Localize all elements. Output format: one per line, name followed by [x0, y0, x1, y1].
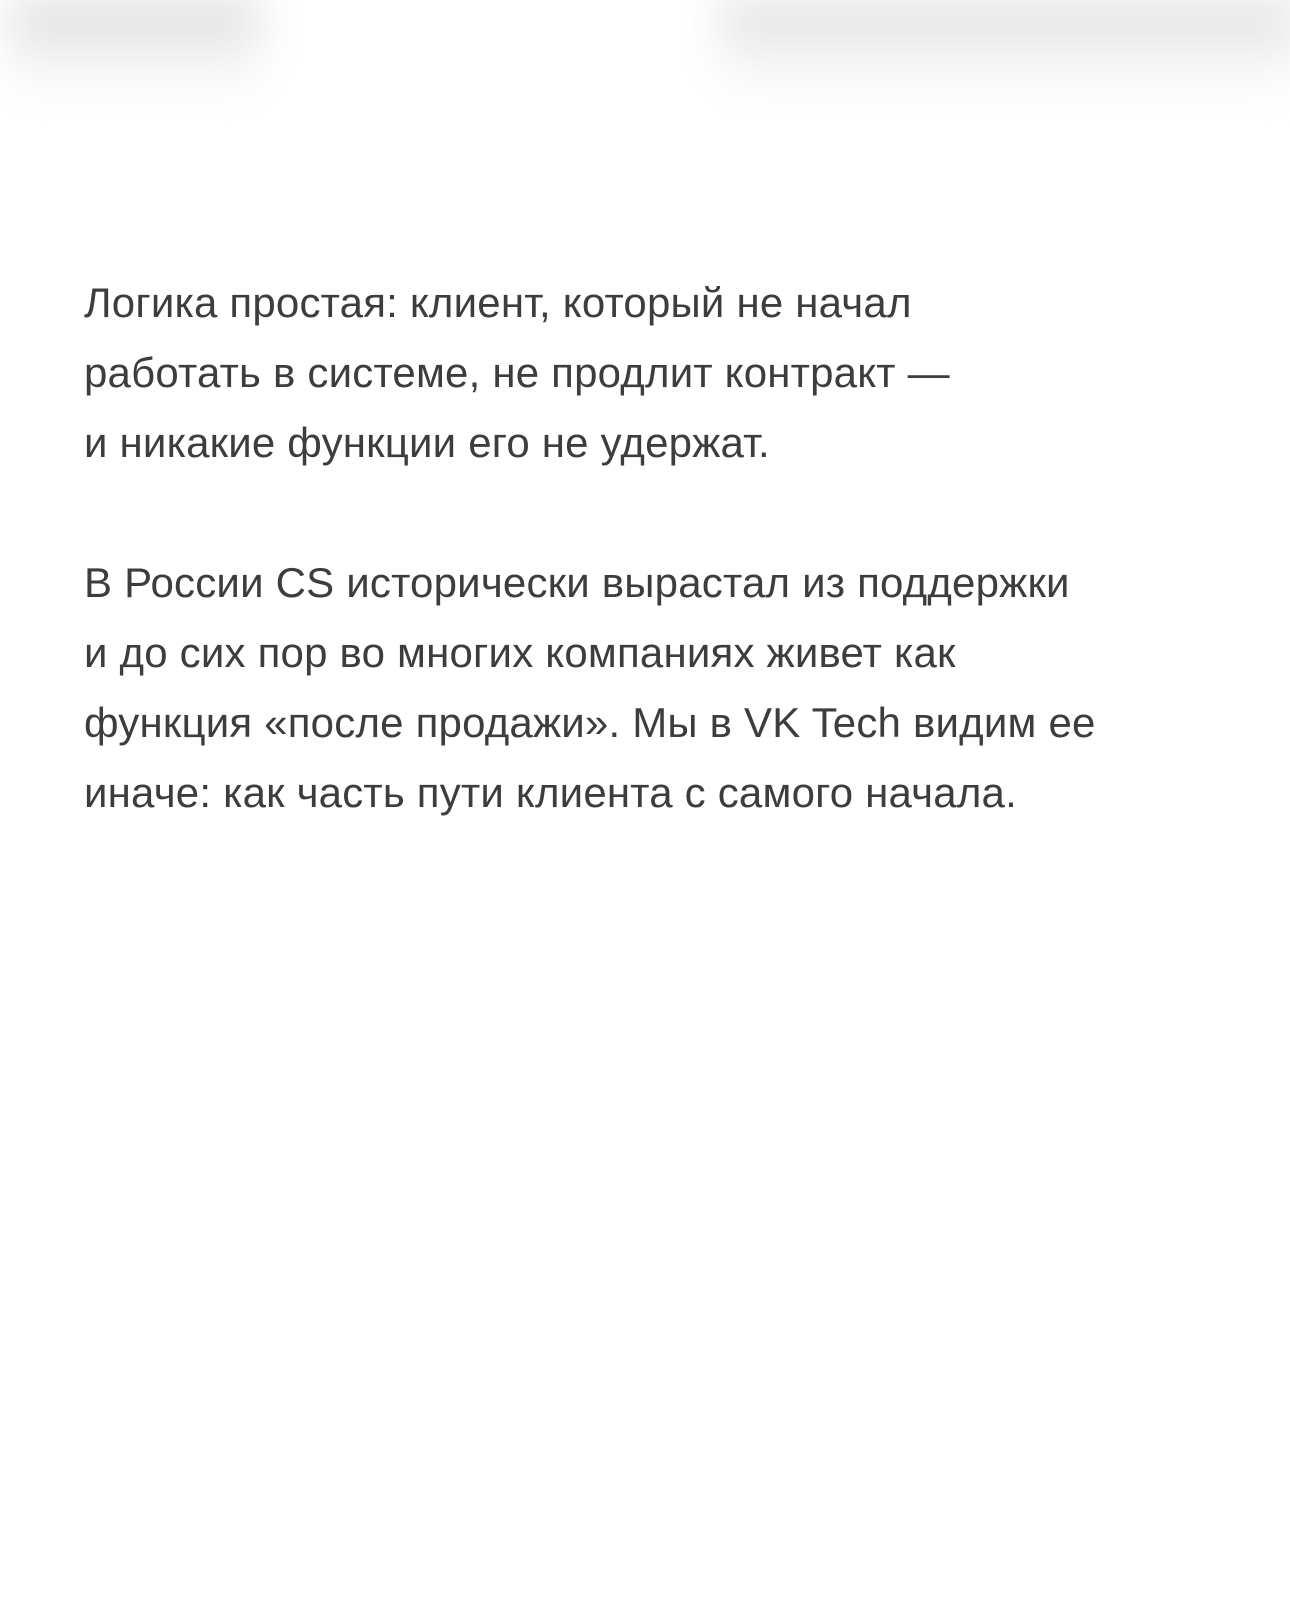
article-text: [84, 268, 1234, 898]
paragraph-1: [84, 268, 1234, 478]
text-line: и никакие функции его не удержат.: [84, 419, 770, 466]
text-line: В России CS исторически вырастал из поддержки: [84, 559, 1070, 606]
top-left-shadow: [10, 0, 260, 100]
paragraph-2: [84, 548, 1234, 828]
text-line: функция «после продажи». Мы в VK Tech видим ее: [84, 699, 1096, 746]
text-line: работать в системе, не продлит контракт —: [84, 349, 950, 396]
text-line: иначе: как часть пути клиента с самого начала.: [84, 769, 1017, 816]
text-line: и до сих пор во многих компаниях живет как: [84, 629, 956, 676]
text-line: Логика простая: клиент, который не начал: [84, 279, 912, 326]
top-right-shadow: [720, 0, 1290, 100]
